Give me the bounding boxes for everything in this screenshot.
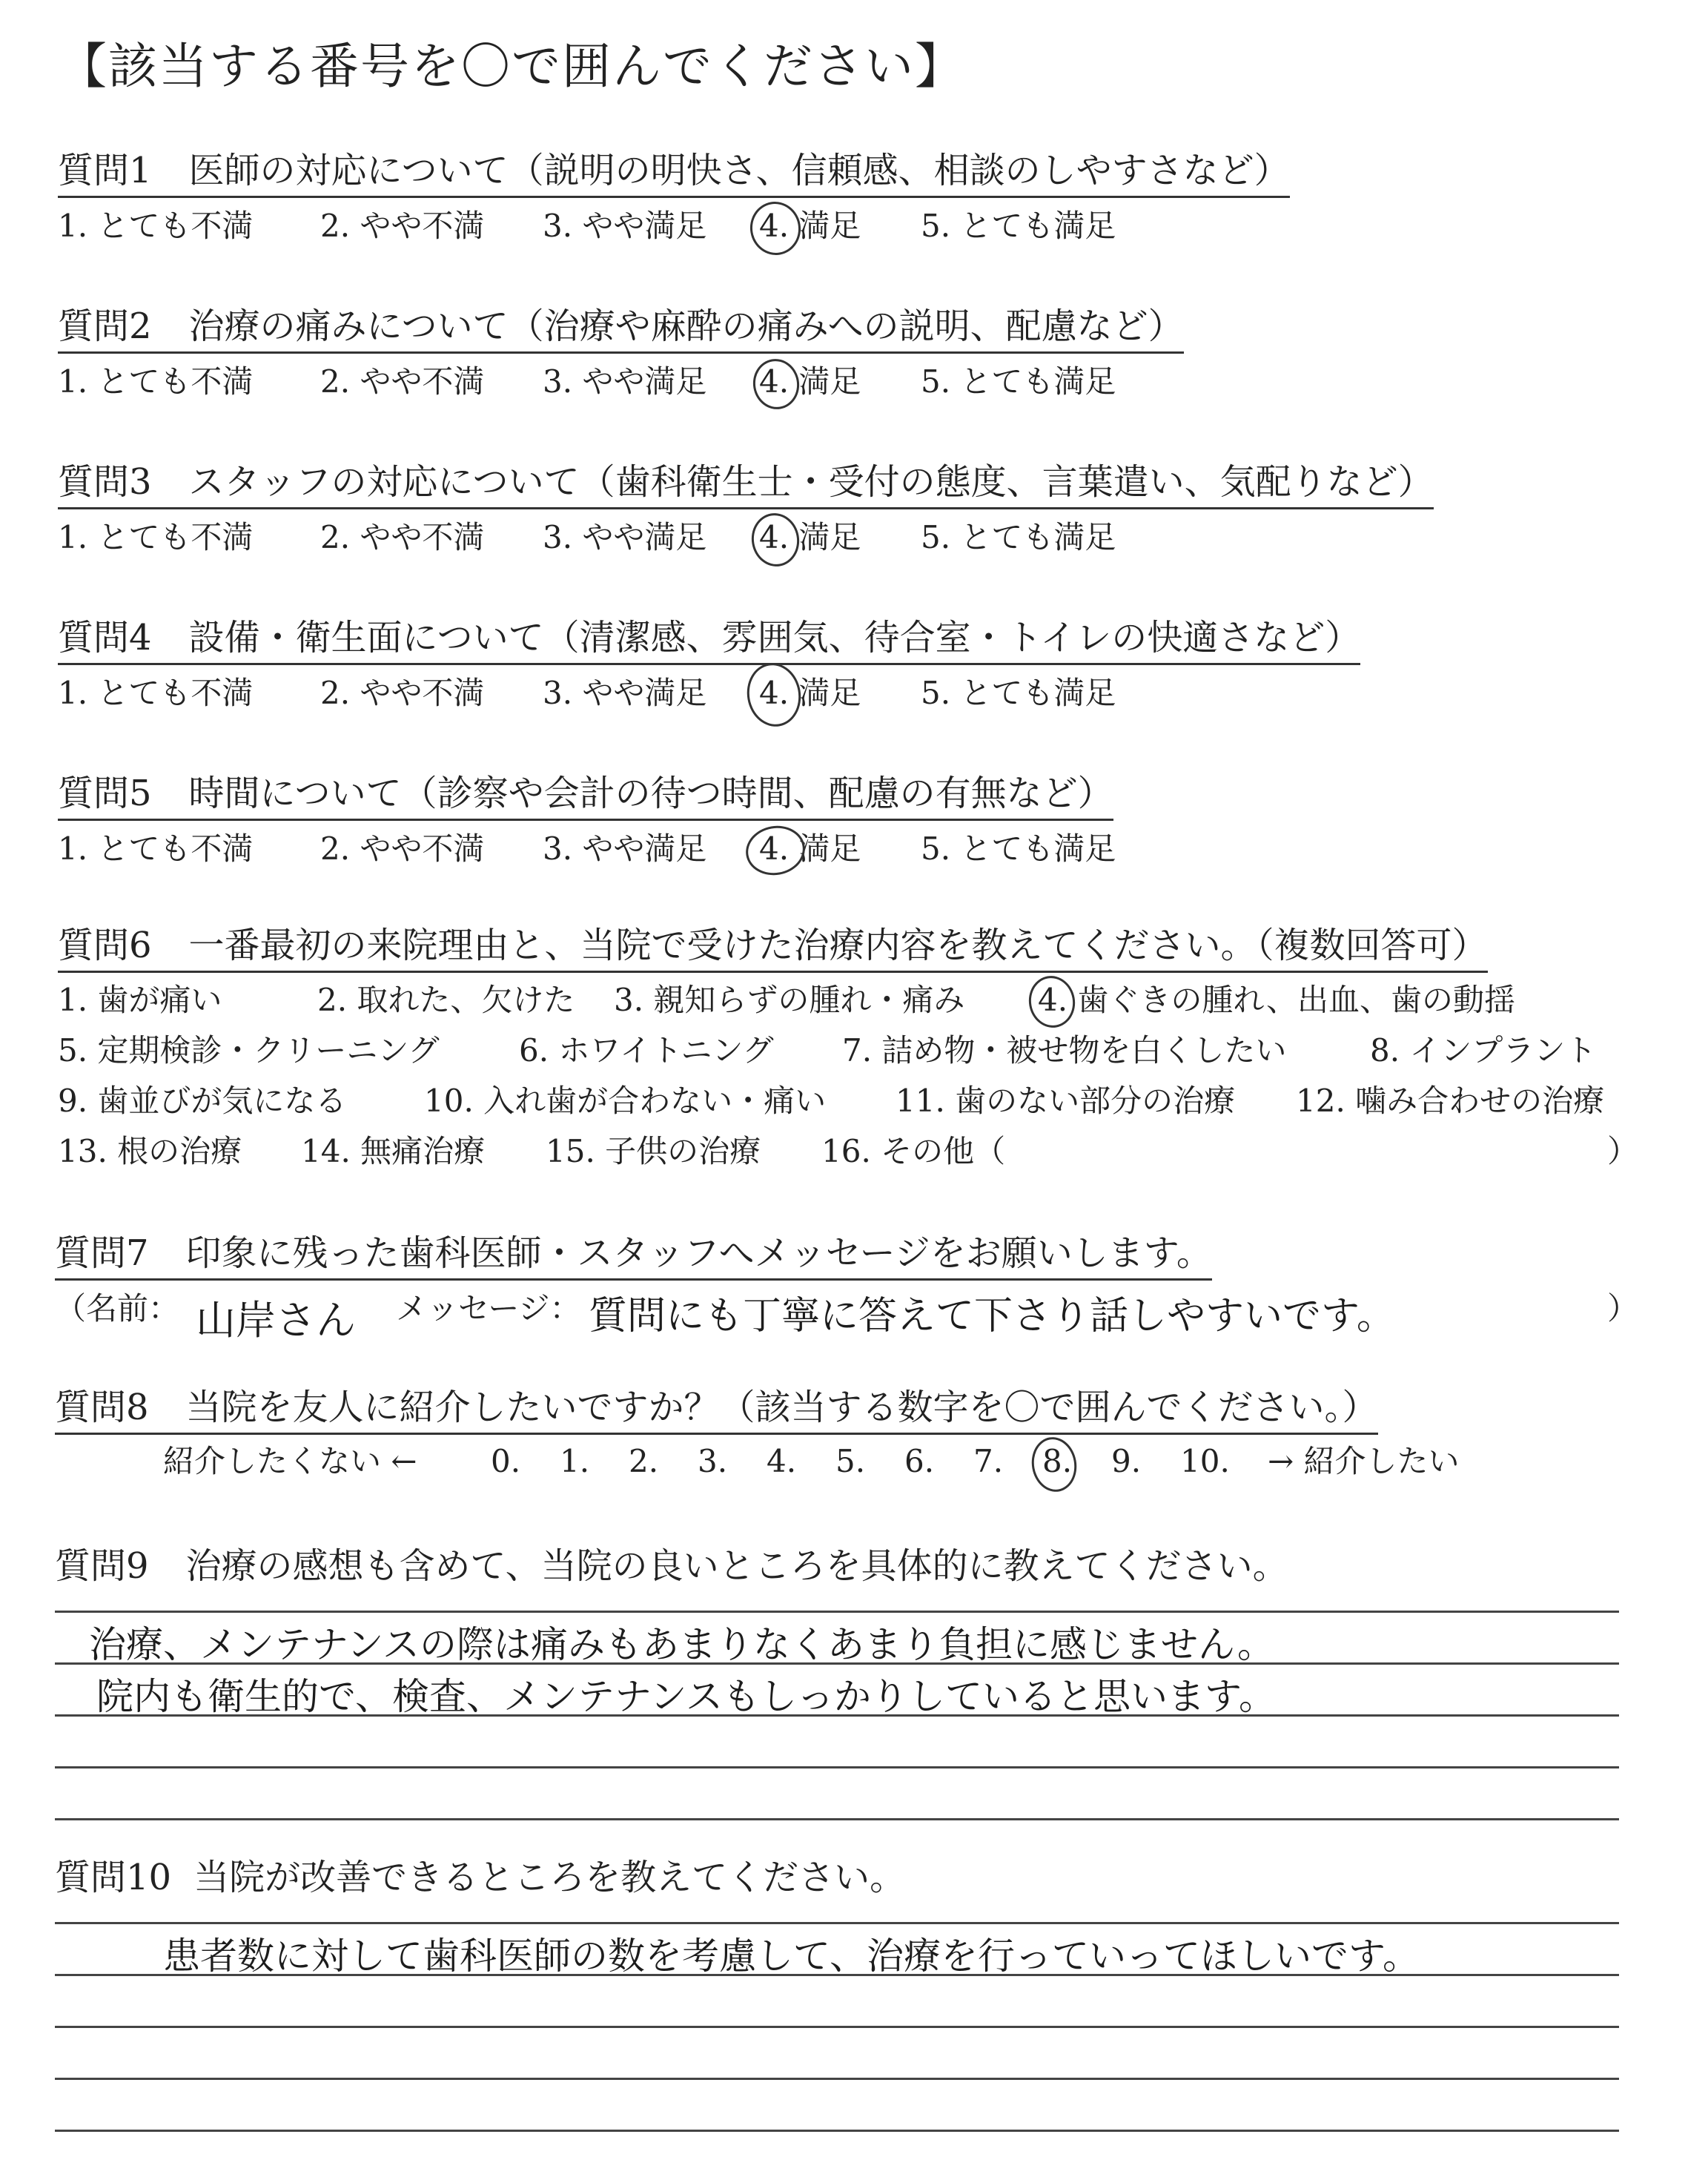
q9-answer-line-4 <box>55 1766 1619 1768</box>
q8-number-5[interactable]: 5. <box>835 1443 866 1479</box>
q4-option-1[interactable]: 1. とても不満 <box>58 675 254 711</box>
q7-close-paren: ） <box>1607 1290 1639 1327</box>
q5-option-3[interactable]: 3. やや満足 <box>543 830 707 867</box>
q4-option-5[interactable]: 5. とても満足 <box>921 675 1116 711</box>
q8-number-2[interactable]: 2. <box>629 1443 659 1479</box>
q5-option-1[interactable]: 1. とても不満 <box>58 830 254 867</box>
q6-option-13[interactable]: 13. 根の治療 <box>58 1133 242 1169</box>
question-8-text: 当院を友人に紹介したいですか？（該当する数字を〇で囲んでください。） <box>185 1387 1378 1428</box>
q6-option-15[interactable]: 15. 子供の治療 <box>546 1133 761 1169</box>
question-1-label: 質問1 <box>58 150 152 191</box>
q4-option-4[interactable]: 4. 満足 <box>759 675 861 711</box>
q5-option-2[interactable]: 2. やや不満 <box>320 830 485 867</box>
q4-selection-circle <box>742 658 806 730</box>
q6-option-3[interactable]: 3. 親知らずの腫れ・痛み <box>614 982 965 1018</box>
question-5-heading <box>58 771 1113 821</box>
q6-option-11[interactable]: 11. 歯のない部分の治療 <box>896 1083 1236 1119</box>
question-10-label: 質問10 <box>55 1857 172 1898</box>
q3-option-1[interactable]: 1. とても不満 <box>58 519 254 555</box>
question-8-label: 質問8 <box>55 1387 149 1428</box>
q8-number-9[interactable]: 9. <box>1111 1443 1142 1479</box>
q8-selection-circle <box>1027 1433 1081 1495</box>
q6-option-9[interactable]: 9. 歯並びが気になる <box>58 1083 347 1119</box>
q6-option-1[interactable]: 1. 歯が痛い <box>58 982 222 1018</box>
question-7-text: 印象に残った歯科医師・スタッフへメッセージをお願いします。 <box>185 1232 1212 1274</box>
question-4-text: 設備・衛生面について（清潔感、雰囲気、待合室・トイレの快適さなど） <box>188 617 1361 658</box>
q3-option-3[interactable]: 3. やや満足 <box>543 519 707 555</box>
question-2-text: 治療の痛みについて（治療や麻酔の痛みへの説明、配慮など） <box>188 305 1184 347</box>
q8-number-0[interactable]: 0. <box>491 1443 521 1479</box>
q3-option-5[interactable]: 5. とても満足 <box>921 519 1116 555</box>
q9-answer-handwritten-1: 治療、メンテナンスの際は痛みもあまりなくあまり負担に感じません。 <box>89 1623 1274 1666</box>
question-6-heading <box>58 923 1488 973</box>
question-5-label: 質問5 <box>58 773 152 814</box>
q9-answer-line-1 <box>55 1611 1619 1613</box>
q8-scale <box>163 1441 1497 1493</box>
question-7-label: 質問7 <box>55 1232 149 1274</box>
q7-message-label: メッセージ： <box>396 1290 581 1327</box>
q6-options-row-4 <box>58 1132 1644 1176</box>
q8-number-6[interactable]: 6. <box>904 1443 935 1479</box>
q6-option-5[interactable]: 5. 定期検診・クリーニング <box>58 1032 440 1069</box>
question-9-label: 質問9 <box>55 1545 149 1587</box>
q6-option-7[interactable]: 7. 詰め物・被せ物を白くしたい <box>842 1032 1287 1069</box>
q1-option-2[interactable]: 2. やや不満 <box>320 208 485 244</box>
q8-number-8[interactable]: 8. <box>1042 1443 1073 1479</box>
q8-number-7[interactable]: 7. <box>973 1443 1004 1479</box>
q10-answer-line-4 <box>55 2078 1619 2080</box>
q3-option-4[interactable]: 4. 満足 <box>759 519 861 555</box>
q2-option-5[interactable]: 5. とても満足 <box>921 363 1116 400</box>
question-6-label: 質問6 <box>58 925 152 966</box>
question-10-heading <box>55 1855 905 1903</box>
q8-number-3[interactable]: 3. <box>698 1443 728 1479</box>
q1-option-4[interactable]: 4. 満足 <box>759 208 861 244</box>
q9-answer-handwritten-2: 院内も衛生的で、検査、メンテナンスもしっかりしていると思います。 <box>96 1675 1276 1718</box>
q8-number-1[interactable]: 1. <box>560 1443 590 1479</box>
question-3-text: スタッフの対応について（歯科衛生士・受付の態度、言葉遣い、気配りなど） <box>188 461 1434 503</box>
q1-option-5[interactable]: 5. とても満足 <box>921 208 1116 244</box>
question-2-label: 質問2 <box>58 305 152 347</box>
q5-option-4[interactable]: 4. 満足 <box>759 830 861 867</box>
q5-option-5[interactable]: 5. とても満足 <box>921 830 1116 867</box>
question-1-text: 医師の対応について（説明の明快さ、信頼感、相談のしやすさなど） <box>188 150 1290 191</box>
q6-option-16[interactable]: 16. その他（ <box>821 1133 1006 1169</box>
q8-left-label: 紹介したくない ← <box>163 1443 417 1479</box>
q9-answer-line-5 <box>55 1818 1619 1820</box>
question-8-heading <box>55 1385 1378 1435</box>
q1-option-1[interactable]: 1. とても不満 <box>58 208 254 244</box>
question-6-text: 一番最初の来院理由と、当院で受けた治療内容を教えてください。（複数回答可） <box>188 925 1488 966</box>
q6-option-14[interactable]: 14. 無痛治療 <box>301 1133 486 1169</box>
q7-name-handwritten: 山岸さん <box>196 1297 356 1344</box>
question-5-text: 時間について（診察や会計の待つ時間、配慮の有無など） <box>188 773 1113 814</box>
q2-option-4[interactable]: 4. 満足 <box>759 363 861 400</box>
question-1-heading <box>58 148 1290 198</box>
q10-answer-line-3 <box>55 2026 1619 2028</box>
question-3-heading <box>58 460 1434 509</box>
q8-right-label: → 紹介したい <box>1268 1443 1460 1479</box>
q6-options-row-1 <box>58 980 1644 1025</box>
question-2-heading <box>58 304 1184 354</box>
q9-answer-line-2 <box>55 1662 1619 1665</box>
question-4-heading <box>58 615 1360 665</box>
question-7-heading <box>55 1231 1212 1281</box>
question-4-label: 質問4 <box>58 617 152 658</box>
q4-option-3[interactable]: 3. やや満足 <box>543 675 707 711</box>
q6-option-4[interactable]: 4. 歯ぐきの腫れ、出血、歯の動揺 <box>1038 982 1515 1018</box>
q10-answer-line-5 <box>55 2130 1619 2132</box>
q6-options-row-2 <box>58 1031 1644 1075</box>
instruction-title: 【該当する番号を〇で囲んでください】 <box>58 38 965 95</box>
q6-option-12[interactable]: 12. 噛み合わせの治療 <box>1296 1083 1605 1119</box>
q1-option-3[interactable]: 3. やや満足 <box>543 208 707 244</box>
q6-options-row-3 <box>58 1081 1644 1126</box>
q9-answer-line-3 <box>55 1714 1619 1717</box>
q7-message-handwritten: 質問にも丁寧に答えて下さり話しやすいです。 <box>589 1294 1395 1338</box>
q7-name-label: （名前： <box>55 1290 180 1327</box>
q6-other-close-paren: ） <box>1607 1133 1639 1169</box>
q6-option-8[interactable]: 8. インプラント <box>1370 1032 1597 1069</box>
q6-option-6[interactable]: 6. ホワイトニング <box>519 1032 774 1069</box>
q3-option-2[interactable]: 2. やや不満 <box>320 519 485 555</box>
q7-answer-row <box>55 1289 1649 1355</box>
q8-number-4[interactable]: 4. <box>767 1443 797 1479</box>
q8-number-10[interactable]: 10. <box>1180 1443 1230 1479</box>
question-10-text: 当院が改善できるところを教えてください。 <box>193 1857 906 1898</box>
q10-answer-line-1 <box>55 1922 1619 1924</box>
q2-option-3[interactable]: 3. やや満足 <box>543 363 707 400</box>
q2-option-1[interactable]: 1. とても不満 <box>58 363 254 400</box>
q4-option-2[interactable]: 2. やや不満 <box>320 675 485 711</box>
q6-option-2[interactable]: 2. 取れた、欠けた <box>317 982 575 1018</box>
question-9-text: 治療の感想も含めて、当院の良いところを具体的に教えてください。 <box>185 1545 1288 1587</box>
question-9-heading <box>55 1544 1288 1591</box>
question-3-label: 質問3 <box>58 461 152 503</box>
q2-option-2[interactable]: 2. やや不満 <box>320 363 485 400</box>
q10-answer-handwritten-1: 患者数に対して歯科医師の数を考慮して、治療を行っていってほしいです。 <box>163 1935 1420 1978</box>
q6-option-10[interactable]: 10. 入れ歯が合わない・痛い <box>424 1083 827 1119</box>
q10-answer-line-2 <box>55 1974 1619 1976</box>
